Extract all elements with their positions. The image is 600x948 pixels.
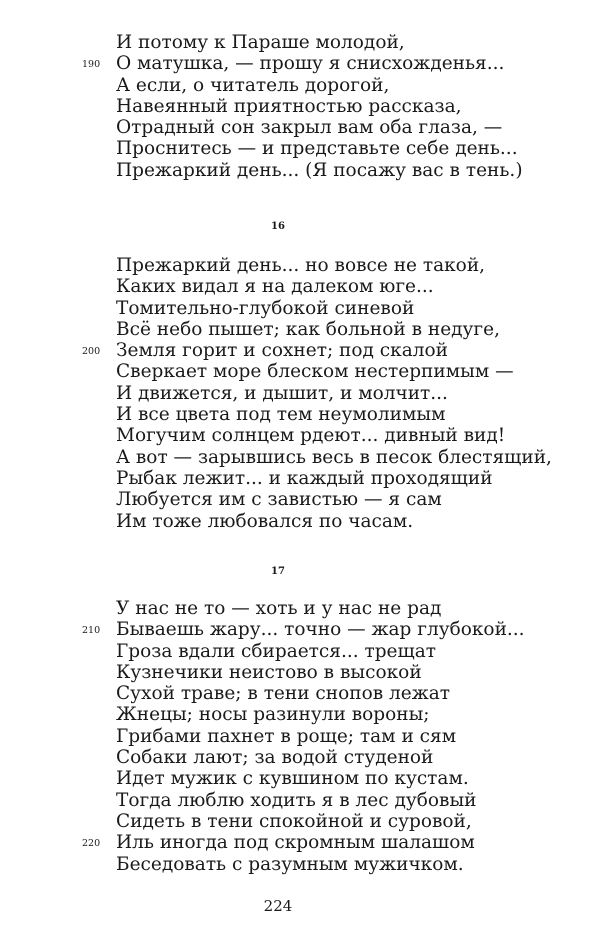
line-number: 200 [82,346,101,358]
verse-line [116,383,586,404]
line-text: Каких видал я на далеком юге... [116,276,434,298]
stanza-16 [82,255,586,532]
line-text: Отрадный сон закрыл вам оба глаза, — [116,117,503,139]
line-text: А вот — зарывшись весь в песок блестящий, [116,446,552,468]
line-text: О матушка, — прошу я снисхожденья... [116,53,505,75]
line-text: Земля горит и сохнет; под скалой [116,340,448,362]
line-text: Томительно-глубокой синевой [116,297,415,319]
line-text: Жнецы; носы разинули вороны; [116,704,430,726]
line-text: Идет мужик с кувшином по кустам. [116,768,469,790]
verse-line [116,75,586,96]
verse-line [116,32,586,53]
line-text: У нас не то — хоть и у нас не рад [116,598,442,619]
verse-line [116,747,586,768]
verse-line [116,96,586,117]
stanza-17 [82,598,586,875]
line-number: 210 [82,625,101,637]
line-text: И все цвета под тем неумолимым [116,404,446,426]
line-text: Иль иногда под скромным шалашом [116,832,475,854]
page-number: 224 [263,897,293,915]
verse-line [116,447,586,468]
stanza-number: 16 [271,221,285,232]
stanza-number: 17 [271,566,285,577]
line-text: Рыбак лежит... и каждый проходящий [116,467,493,489]
line-text: Кузнечики неистово в высокой [116,661,422,683]
verse-line [82,340,586,362]
verse-line [116,468,586,489]
verse-line [116,790,586,811]
line-text: Проснитесь — и представьте себе день... [116,138,518,160]
line-text: Сидеть в тени спокойной и суровой, [116,810,472,832]
verse-line [116,255,586,276]
line-text: Навеянный приятностью рассказа, [116,95,462,117]
line-text: Сухой траве; в тени снопов лежат [116,683,451,705]
verse-line [116,117,586,138]
verse-line [116,511,586,532]
stanza-15-continued [82,32,586,181]
verse-line [116,768,586,789]
line-text: Прежаркий день... (Я посажу вас в тень.) [116,159,523,181]
verse-line [116,704,586,725]
verse-line [82,53,586,75]
verse-line [116,298,586,319]
line-text: Грибами пахнет в роще; там и сям [116,725,457,747]
verse-line [116,854,586,875]
verse-line [116,641,586,662]
line-text: Любуется им с завистью — я сам [116,489,442,511]
verse-line [116,683,586,704]
line-text: Тогда люблю ходить я в лес дубовый [116,789,477,811]
line-text: Собаки лают; за водой студеной [116,747,434,769]
verse-line [116,404,586,425]
line-number: 190 [82,59,101,71]
line-text: Им тоже любовался по часам. [116,510,414,532]
verse-line [116,811,586,832]
line-text: И потому к Параше молодой, [116,32,405,53]
verse-line [116,160,586,181]
verse-line [116,319,586,340]
line-text: Сверкает море блеском нестерпимым — [116,361,514,383]
line-text: Беседовать с разумным мужичком. [116,853,464,875]
line-text: Прежаркий день... но вовсе не такой, [116,255,486,276]
verse-line [116,138,586,159]
verse-line [116,361,586,382]
verse-line [116,726,586,747]
line-number: 220 [82,838,101,850]
line-text: Всё небо пышет; как больной в недуге, [116,318,500,340]
line-text: И движется, и дышит, и молчит... [116,382,448,404]
verse-line [82,832,586,854]
line-text: А если, о читатель дорогой, [116,74,390,96]
line-text: Могучим солнцем рдеют... дивный вид! [116,425,506,447]
verse-line [82,619,586,641]
line-text: Бываешь жару... точно — жар глубокой... [116,619,525,641]
verse-line [116,662,586,683]
line-text: Гроза вдали сбирается... трещат [116,640,436,662]
verse-line [116,425,586,446]
verse-line [116,276,586,297]
verse-line [116,489,586,510]
verse-line [116,598,586,619]
